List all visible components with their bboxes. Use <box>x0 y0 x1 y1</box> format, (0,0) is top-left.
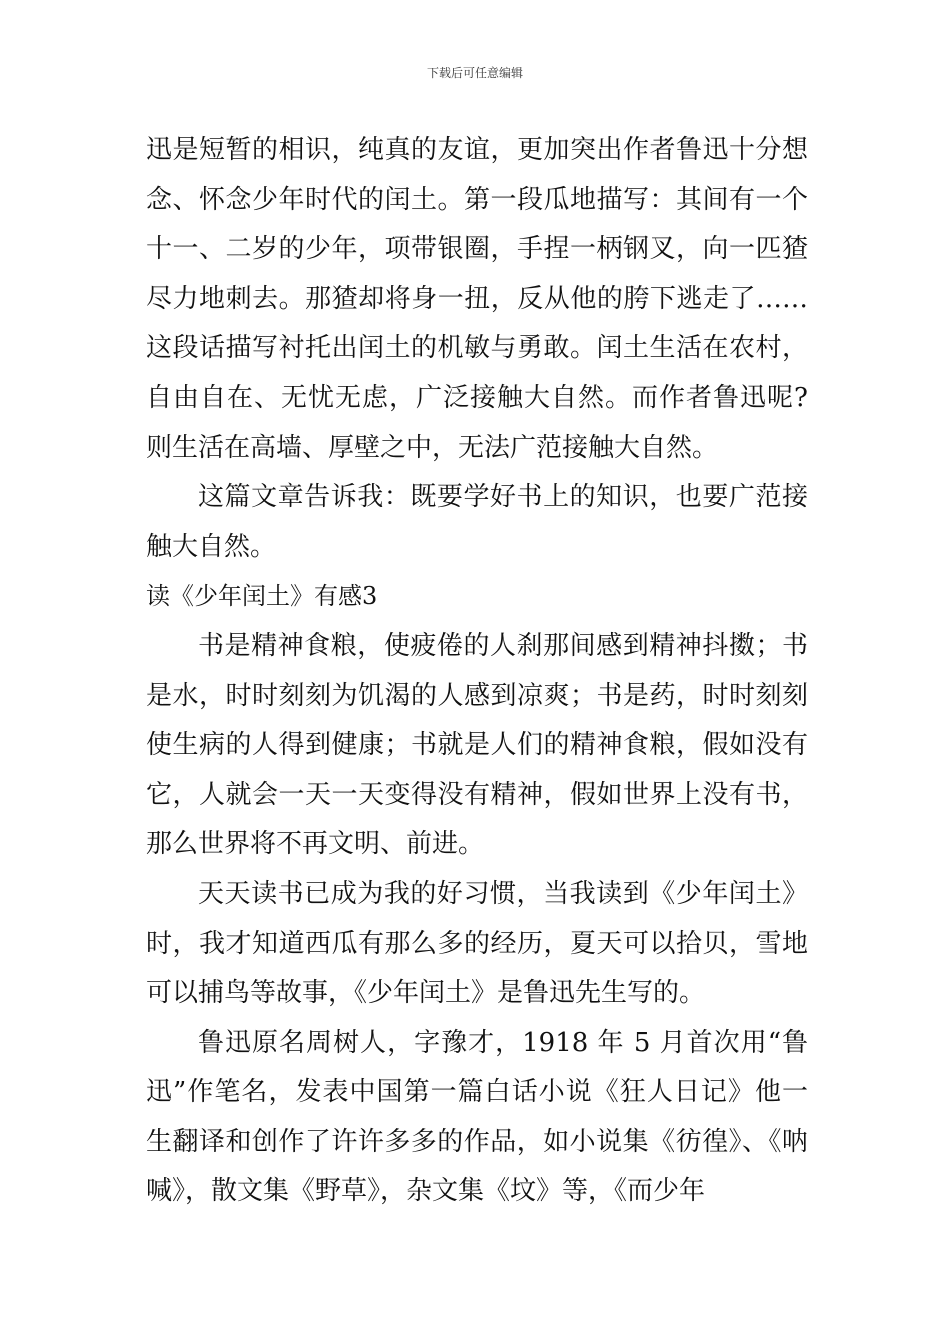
paragraph-3: 书是精神食粮，使疲倦的人刹那间感到精神抖擞；书是水，时时刻刻为饥渴的人感到凉爽；书是药，时时刻刻使生病的人得到健康；书就是人们的精神食粮，假如没有它，人就会一天一天变得没有精神，假如世界上没有书，那么世界将不再文明、前进。 <box>146 630 808 860</box>
paragraph-2: 这篇文章告诉我：既要学好书上的知识，也要广范接触大自然。 <box>146 482 808 562</box>
paragraph-4: 天天读书已成为我的好习惯，当我读到《少年闰土》时，我才知道西瓜有那么多的经历，夏天可以拾贝，雪地可以捕鸟等故事，《少年闰土》是鲁迅先生写的。 <box>146 878 808 1009</box>
paragraph-5: 鲁迅原名周树人，字豫才，1918 年 5 月首次用“鲁迅”作笔名，发表中国第一篇白话小说《狂人日记》他一生翻译和创作了许许多多的作品，如小说集《彷徨》、《呐喊》，散文集《野草》，杂文集《坟》等，《而少年 <box>146 1027 808 1207</box>
page-header-note: 下载后可任意编辑 <box>426 66 523 80</box>
paragraph-1: 迅是短暂的相识，纯真的友谊，更加突出作者鲁迅十分想念、怀念少年时代的闰土。第一段瓜地描写：其间有一个十一、二岁的少年，项带银圈，手捏一柄钢叉，向一匹猹尽力地刺去。那猹却将身一扭，反从他的胯下逃走了……这段话描写衬托出闰土的机敏与勇敢。闰土生活在农村，自由自在、无忧无虑，广泛接触大自然。而作者鲁迅呢?则生活在高墙、厚壁之中，无法广范接触大自然。 <box>146 135 808 463</box>
section-title: 读《少年闰土》有感3 <box>146 582 378 611</box>
document-body <box>146 126 808 1217</box>
